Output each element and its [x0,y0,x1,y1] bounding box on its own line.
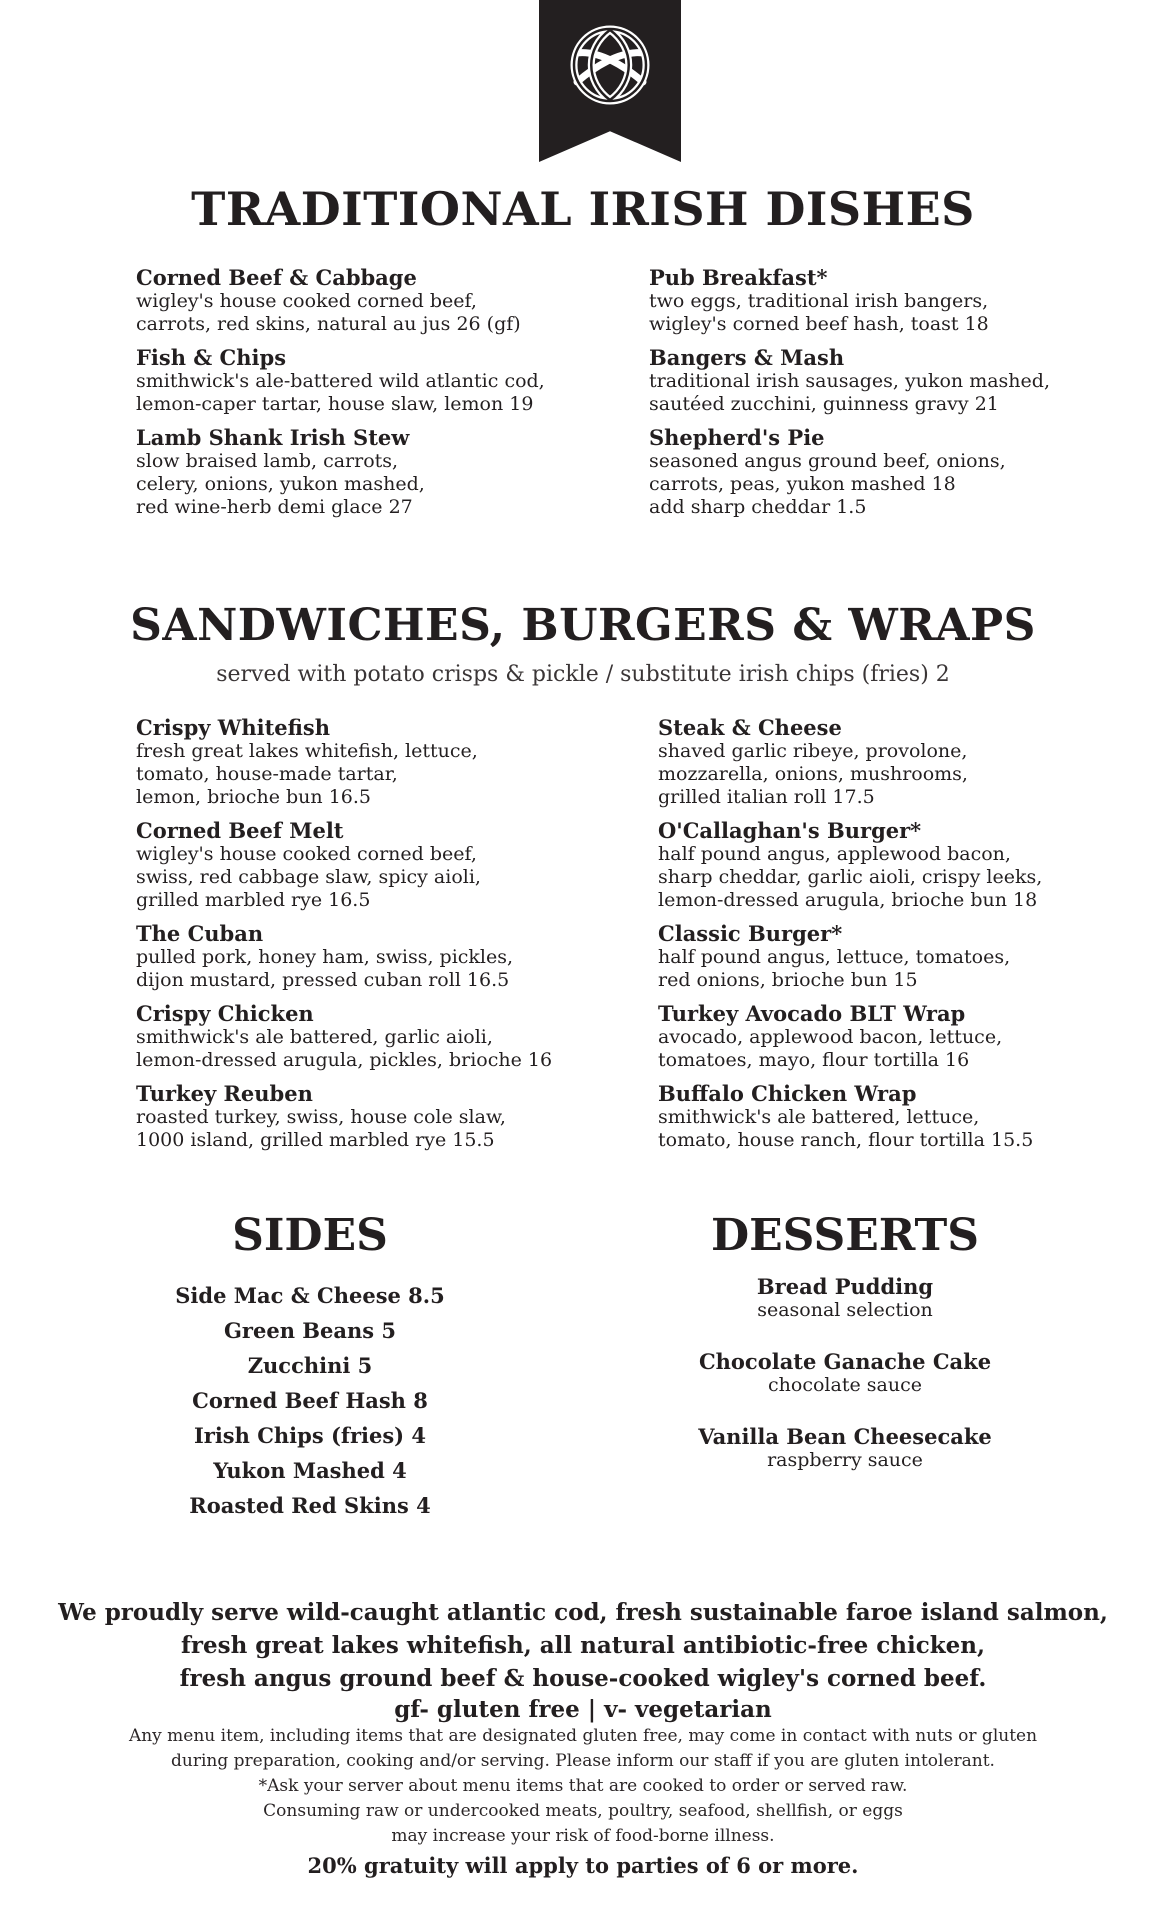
dessert-desc: chocolate sauce [768,1374,922,1396]
item-desc: wigley's house cooked corned beef, carrots, red skins, natural au jus 26 (gf) [136,290,521,335]
item-name: Lamb Shank Irish Stew [136,425,410,450]
menu-item [136,346,586,416]
dessert-item [680,1424,1010,1472]
irish-right-column [649,266,1099,529]
item-desc: half pound angus, applewood bacon, sharp cheddar, garlic aioli, crispy leeks, lemon-dressed arugula, brioche bun 18 [658,843,1043,911]
item-name: Crispy Chicken [136,1001,314,1026]
desserts-title: DESSERTS [710,1210,980,1261]
sourcing-statement-line: fresh angus ground beef & house-cooked wigley's corned beef. [179,1665,987,1692]
sourcing-statement-line: We proudly serve wild-caught atlantic cod, fresh sustainable faroe island salmon, [58,1599,1108,1626]
dessert-item [680,1274,1010,1322]
item-desc: smithwick's ale battered, lettuce, tomato, house ranch, flour tortilla 15.5 [658,1106,1034,1151]
item-desc: wigley's house cooked corned beef, swiss, red cabbage slaw, spicy aioli, grilled marbled rye 16.5 [136,843,481,911]
item-desc: traditional irish sausages, yukon mashed, sautéed zucchini, guinness gravy 21 [649,370,1050,415]
celtic-knot-icon [565,20,655,110]
irish-left-column [136,266,586,529]
item-desc: smithwick's ale-battered wild atlantic cod, lemon-caper tartar, house slaw, lemon 19 [136,370,545,415]
item-name: Steak & Cheese [658,715,842,740]
item-name: Classic Burger* [658,921,843,946]
side-item: Roasted Red Skins 4 [189,1493,431,1518]
menu-item [136,922,606,992]
sides-list [150,1278,470,1523]
item-name: O'Callaghan's Burger* [658,818,922,843]
disclaimer-line: Consuming raw or undercooked meats, poultry, seafood, shellfish, or eggs [263,1801,903,1821]
disclaimer-line: during preparation, cooking and/or serving. Please inform our staff if you are gluten intolerant. [171,1751,995,1771]
disclaimer-line: may increase your risk of food-borne illness. [391,1826,775,1846]
gratuity-notice: 20% gratuity will apply to parties of 6 or more. [307,1853,859,1878]
menu-item [649,426,1099,519]
item-name: The Cuban [136,921,264,946]
menu-item [136,1002,606,1072]
item-desc: seasoned angus ground beef, onions, carrots, peas, yukon mashed 18 add sharp cheddar 1.5 [649,450,1006,518]
sides-title: SIDES [232,1210,388,1261]
menu-item [136,426,586,519]
menu-item [136,716,606,809]
disclaimer-line: *Ask your server about menu items that are cooked to order or served raw. [258,1776,908,1796]
logo-banner [539,0,681,162]
dessert-name: Vanilla Bean Cheesecake [698,1424,992,1449]
item-name: Crispy Whitefish [136,715,331,740]
item-name: Turkey Avocado BLT Wrap [658,1001,966,1026]
item-desc: slow braised lamb, carrots, celery, onions, yukon mashed, red wine-herb demi glace 27 [136,450,425,518]
sourcing-statement-line: fresh great lakes whitefish, all natural antibiotic-free chicken, [180,1632,985,1659]
item-desc: avocado, applewood bacon, lettuce, tomatoes, mayo, flour tortilla 16 [658,1026,1003,1071]
sandwiches-subtitle: served with potato crisps & pickle / substitute irish chips (fries) 2 [216,662,950,687]
menu-item [136,266,586,336]
side-item: Irish Chips (fries) 4 [193,1423,427,1448]
dessert-desc: seasonal selection [757,1299,933,1321]
menu-item [658,716,1128,809]
item-name: Bangers & Mash [649,345,845,370]
diet-legend: gf- gluten free | v- vegetarian [394,1696,772,1723]
menu-item [658,1082,1128,1152]
menu-item [649,266,1099,336]
dessert-desc: raspberry sauce [767,1449,923,1471]
menu-item [649,346,1099,416]
item-name: Turkey Reuben [136,1081,313,1106]
sandwiches-title: SANDWICHES, BURGERS & WRAPS [130,600,1036,651]
item-desc: smithwick's ale battered, garlic aioli, lemon-dressed arugula, pickles, brioche 16 [136,1026,553,1071]
menu-item [658,819,1128,912]
sandwiches-left-column [136,716,606,1162]
sandwiches-right-column [658,716,1128,1162]
side-item: Corned Beef Hash 8 [192,1388,428,1413]
item-name: Fish & Chips [136,345,287,370]
side-item: Zucchini 5 [247,1353,373,1378]
irish-dishes-title: TRADITIONAL IRISH DISHES [191,182,975,236]
dessert-name: Bread Pudding [756,1274,934,1299]
item-name: Buffalo Chicken Wrap [658,1081,917,1106]
item-name: Corned Beef Melt [136,818,344,843]
side-item: Green Beans 5 [223,1318,397,1343]
menu-item [136,819,606,912]
desserts-list [680,1274,1010,1499]
item-desc: half pound angus, lettuce, tomatoes, red onions, brioche bun 15 [658,946,1011,991]
item-name: Shepherd's Pie [649,425,825,450]
item-desc: two eggs, traditional irish bangers, wigley's corned beef hash, toast 18 [649,290,989,335]
item-desc: roasted turkey, swiss, house cole slaw, 1000 island, grilled marbled rye 15.5 [136,1106,506,1151]
menu-footer [0,1596,1166,1880]
item-name: Pub Breakfast* [649,265,828,290]
menu-item [658,922,1128,992]
menu-item [658,1002,1128,1072]
item-name: Corned Beef & Cabbage [136,265,417,290]
dessert-item [680,1349,1010,1397]
item-desc: pulled pork, honey ham, swiss, pickles, dijon mustard, pressed cuban roll 16.5 [136,946,514,991]
side-item: Side Mac & Cheese 8.5 [175,1283,445,1308]
disclaimer-line: Any menu item, including items that are designated gluten free, may come in contact with nuts or gluten [128,1726,1038,1746]
dessert-name: Chocolate Ganache Cake [698,1349,992,1374]
menu-item [136,1082,606,1152]
item-desc: shaved garlic ribeye, provolone, mozzarella, onions, mushrooms, grilled italian roll 17.5 [658,740,968,808]
item-desc: fresh great lakes whitefish, lettuce, tomato, house-made tartar, lemon, brioche bun 16.5 [136,740,478,808]
side-item: Yukon Mashed 4 [213,1458,407,1483]
